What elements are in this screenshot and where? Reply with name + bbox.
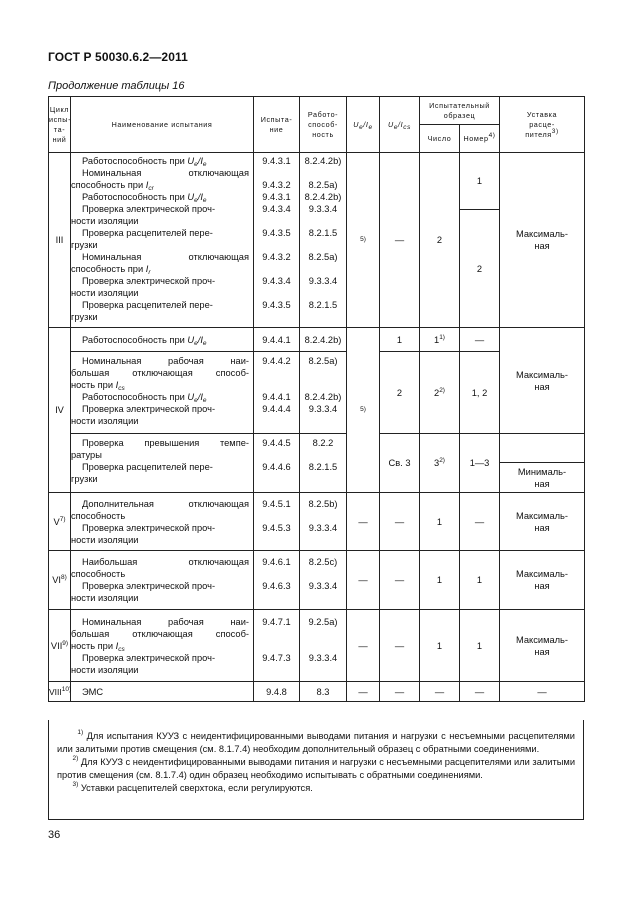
performance-clause-cell: 8.2.2 8.2.1.5 <box>300 434 347 493</box>
ue-ie-value: — <box>347 610 380 682</box>
footnote-1: $^{1)}$ Для испытания КУУЗ с неидентифицированными выводами питания и нагрузки с несъемными расцепителями или залитыми против смещения (см. 8.1.7.4) необходим дополнительный образец с обратными соединениями. <box>57 729 575 754</box>
table-continuation-caption: Продолжение таблицы 16 <box>48 80 185 92</box>
table-row-cycle-VII <box>49 610 585 682</box>
document-header: ГОСТ Р 50030.6.2—2011 <box>48 50 188 64</box>
sample-number: — <box>460 328 500 352</box>
test-name-cell: ЭМС <box>71 682 254 702</box>
performance-clause-cell: 9.2.5a) 9.3.3.4 <box>300 610 347 682</box>
release-setting-min: Минималь- ная <box>500 434 585 493</box>
test-name-cell: Дополнительная отключающая способность Проверка электрической проч- ности изоляции <box>71 493 254 551</box>
sample-count: 1 <box>420 493 460 551</box>
ue-ie-value: — <box>347 551 380 610</box>
test-name-cell: Номинальная рабочая наи- большая отключающая способ- ность при $I_{cs}$ Проверка электрической проч- ности изоляции <box>71 610 254 682</box>
ue-ics-value: — <box>380 153 420 328</box>
release-setting: Максималь- ная <box>500 610 585 682</box>
col-cycle-header: Цикл испы- та- ний <box>49 97 71 153</box>
footnote-2: $^{2)}$ Для КУУЗ с неидентифицированными выводами питания и нагрузки с несъемными расцепителями или залитыми против смещения (см. 8.1.7.4) один образец необходимо испытывать с обратными соединениями. <box>57 755 576 780</box>
table-row-cycle-III <box>49 153 585 210</box>
test-clause-cell: 9.4.5.1 9.4.5.3 <box>254 493 300 551</box>
table-row-cycle-IV <box>49 328 585 352</box>
footnotes-block <box>48 720 584 820</box>
page-number: 36 <box>48 829 61 841</box>
sample-count: 1$^{1)}$ <box>420 328 460 352</box>
footnote-3: $^{3)}$ Уставки расцепителей сверхтока, если регулируются. <box>72 781 313 793</box>
release-setting: Максималь- ная <box>500 551 585 610</box>
ue-ics-value: 2 <box>380 352 420 434</box>
performance-clause-cell: 8.3 <box>300 682 347 702</box>
test-name-cell: Проверка превышения темпе- ратуры Проверка расцепителей пере- грузки <box>71 434 254 493</box>
ue-ics-value: — <box>380 551 420 610</box>
ue-ics-value: — <box>380 682 420 702</box>
ue-ics-value: — <box>380 610 420 682</box>
table-row-cycle-IV-c <box>49 434 585 493</box>
release-setting: Максималь- ная <box>500 493 585 551</box>
test-clause-cell: 9.4.3.1 9.4.3.2 9.4.3.1 9.4.3.4 9.4.3.5 9.4.3.2 9.4.3.4 9.4.3.5 <box>254 153 300 328</box>
sample-number: 1 <box>460 551 500 610</box>
cycle-label: VIII$^{10)}$ <box>49 682 71 702</box>
performance-clause-cell: 8.2.4.2b) 8.2.5a) 8.2.4.2b) 9.3.3.4 8.2.1.5 8.2.5a) 9.3.3.4 8.2.1.5 <box>300 153 347 328</box>
sample-count: 2 <box>420 153 460 328</box>
sample-count: 3$^{2)}$ <box>420 434 460 493</box>
sample-count: 2$^{2)}$ <box>420 352 460 434</box>
sample-number: — <box>460 493 500 551</box>
sample-count: — <box>420 682 460 702</box>
cycle-label: VII$^{9)}$ <box>49 610 71 682</box>
release-setting: — <box>500 682 585 702</box>
test-clause-cell: 9.4.7.1 9.4.7.3 <box>254 610 300 682</box>
test-sequence-table <box>48 96 585 702</box>
ue-ics-value: 1 <box>380 328 420 352</box>
release-setting: Максималь- ная <box>500 153 585 328</box>
ue-ie-value: — <box>347 682 380 702</box>
sample-count: 1 <box>420 610 460 682</box>
test-clause-cell: 9.4.6.1 9.4.6.3 <box>254 551 300 610</box>
release-setting: Максималь- ная <box>500 328 585 434</box>
table-header-row <box>49 97 585 125</box>
test-name-cell: Работоспособность при $U_e/I_e$ <box>71 328 254 352</box>
col-name-header: Наименование испытания <box>71 97 254 153</box>
test-clause-cell: 9.4.8 <box>254 682 300 702</box>
sample-number: 1, 2 <box>460 352 500 434</box>
col-sample-header: Испытательный образец <box>420 97 500 125</box>
sample-number: 1 <box>460 153 500 210</box>
sample-number: 1 <box>460 610 500 682</box>
col-number-header: Номер$^{4)}$ <box>460 125 500 153</box>
col-ue-ics-header: $U_e/I_{cs}$ <box>380 97 420 153</box>
test-clause-cell: 9.4.4.2 9.4.4.1 9.4.4.4 <box>254 352 300 434</box>
cycle-label: IV <box>49 328 71 493</box>
col-setting-header: Уставка расце- пителя$^{3)}$ <box>500 97 585 153</box>
test-clause-cell: 9.4.4.5 9.4.4.6 <box>254 434 300 493</box>
sample-number: — <box>460 682 500 702</box>
col-test-header: Испыта- ние <box>254 97 300 153</box>
sample-number: 1—3 <box>460 434 500 493</box>
ue-ie-value: — <box>347 493 380 551</box>
cycle-label: VI$^{8)}$ <box>49 551 71 610</box>
test-name-cell: Номинальная рабочая наи- большая отключающая способ- ность при $I_{cs}$ Работоспособность при $U_e/I_e$ Проверка электрической проч- ности изоляции <box>71 352 254 434</box>
performance-clause-cell: 8.2.5b) 9.3.3.4 <box>300 493 347 551</box>
ue-ics-value: Св. 3 <box>380 434 420 493</box>
test-clause-cell: 9.4.4.1 <box>254 328 300 352</box>
col-ue-ie-header: $U_e/I_e$ <box>347 97 380 153</box>
col-performance-header: Работо- способ- ность <box>300 97 347 153</box>
cycle-label: $V^{7)}$ <box>49 493 71 551</box>
performance-clause-cell: 8.2.5c) 9.3.3.4 <box>300 551 347 610</box>
ue-ie-value: 5) <box>347 328 380 493</box>
col-count-header: Число <box>420 125 460 153</box>
cycle-label: III <box>49 153 71 328</box>
performance-clause-cell: 8.2.5a) 8.2.4.2b) 9.3.3.4 <box>300 352 347 434</box>
test-name-cell: Наибольшая отключающая способность Проверка электрической проч- ности изоляции <box>71 551 254 610</box>
performance-clause-cell: 8.2.4.2b) <box>300 328 347 352</box>
ue-ics-value: — <box>380 493 420 551</box>
table-row-cycle-V <box>49 493 585 551</box>
sample-count: 1 <box>420 551 460 610</box>
test-name-cell: Работоспособность при $U_e/I_e$ Номинальная отключающая способность при $I_{cr}$ Работоспособность при $U_e/I_e$ Проверка электрической проч- ности изоляции Проверка расцепителей пере- грузки Номинальная отключающая способность при $I_r$ Проверка электрической проч- ности изоляции Проверка расцепителей пере- грузки <box>71 153 254 328</box>
table-row-cycle-VIII <box>49 682 585 702</box>
table-row-cycle-VI <box>49 551 585 610</box>
ue-ie-value: 5) <box>347 153 380 328</box>
sample-number: 2 <box>460 210 500 328</box>
